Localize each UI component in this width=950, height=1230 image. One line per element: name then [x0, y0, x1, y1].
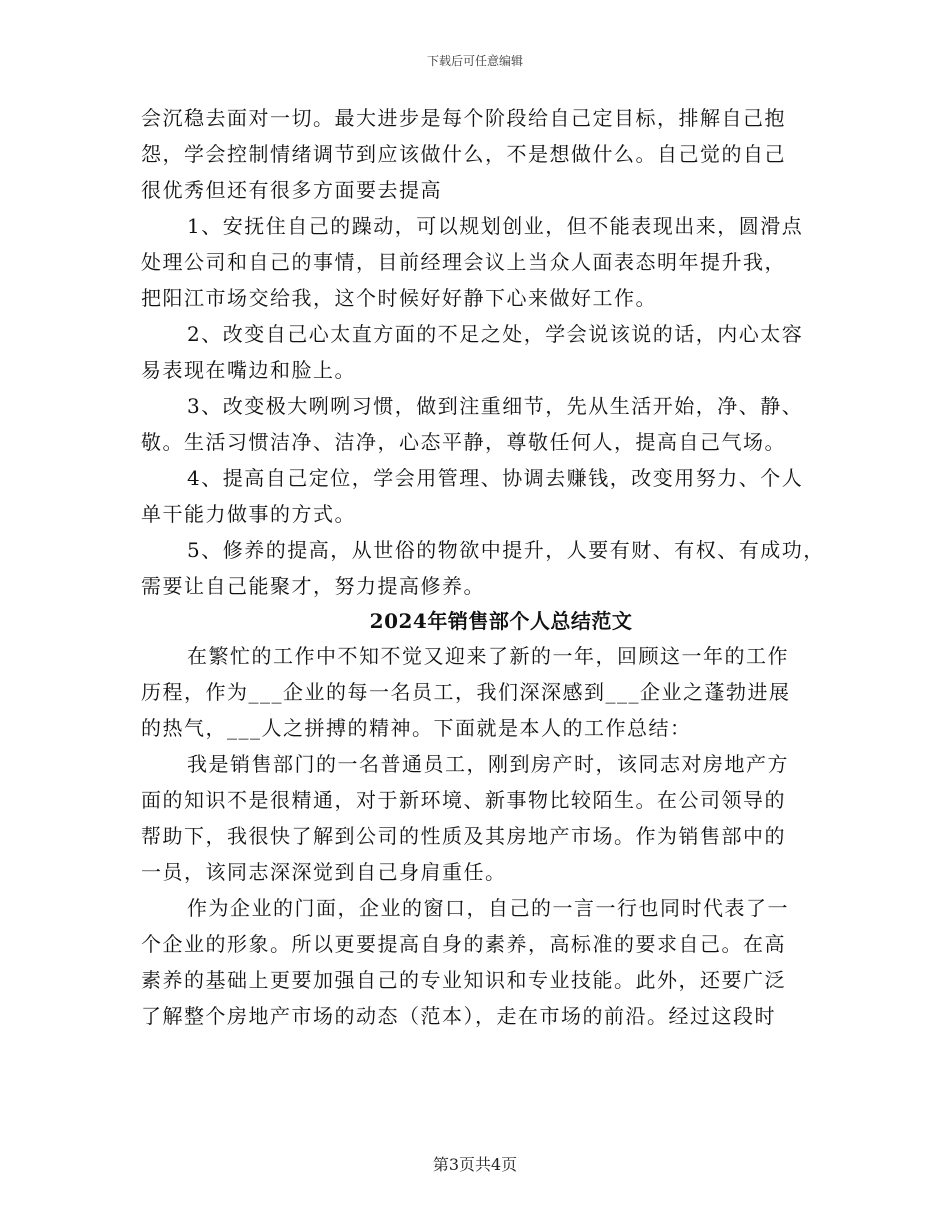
list-item-3: [141, 388, 821, 460]
text-line: 单干能力做事的方式。: [141, 502, 356, 526]
page-header-note: 下载后可任意编辑: [426, 54, 523, 68]
section-paragraph-3: [141, 890, 821, 1034]
text-line: 了解整个房地产市场的动态（范本），走在市场的前沿。经过这段时: [141, 1004, 776, 1028]
text-line: 历程，作为___企业的每一名员工，我们深深感到___企业之蓬勃进展: [141, 680, 791, 704]
text-line: 我是销售部门的一名普通员工，刚到房产时，该同志对房地产方: [187, 752, 789, 776]
text-line: 4、提高自己定位，学会用管理、协调去赚钱，改变用努力、个人: [187, 466, 804, 490]
page-footer-number: 第3页共4页: [432, 1155, 518, 1174]
list-item-2: [141, 316, 821, 388]
text-line: 素养的基础上更要加强自己的专业知识和专业技能。此外，还要广泛: [141, 968, 786, 992]
text-line: 2、改变自己心太直方面的不足之处，学会说该说的话，内心太容: [187, 322, 804, 346]
text-line: 需要让自己能聚才，努力提高修养。: [141, 574, 485, 598]
text-line: 会沉稳去面对一切。最大进步是每个阶段给自己定目标，排解自己抱: [141, 106, 786, 130]
paragraph-continuation: [141, 100, 821, 208]
text-line: 作为企业的门面，企业的窗口，自己的一言一行也同时代表了一: [187, 896, 789, 920]
list-item-4: [141, 460, 821, 532]
text-line: 一员，该同志深深觉到自己身肩重任。: [141, 860, 507, 884]
text-line: 很优秀但还有很多方面要去提高: [141, 178, 442, 202]
text-line: 的热气，___人之拼搏的精神。下面就是本人的工作总结：: [141, 716, 692, 740]
section-paragraph-1: [141, 638, 821, 746]
list-item-5: [141, 532, 825, 604]
section-title: 2024年销售部个人总结范文: [369, 609, 633, 633]
text-line: 易表现在嘴边和脸上。: [141, 358, 356, 382]
text-line: 把阳江市场交给我，这个时候好好静下心来做好工作。: [141, 286, 657, 310]
text-line: 帮助下，我很快了解到公司的性质及其房地产市场。作为销售部中的: [141, 824, 786, 848]
text-line: 1、安抚住自己的躁动，可以规划创业，但不能表现出来，圆滑点: [187, 214, 804, 238]
text-line: 5、修养的提高，从世俗的物欲中提升，人要有财、有权、有成功，: [187, 538, 825, 562]
text-line: 处理公司和自己的事情，目前经理会议上当众人面表态明年提升我，: [141, 250, 786, 274]
text-line: 在繁忙的工作中不知不觉又迎来了新的一年，回顾这一年的工作: [187, 644, 789, 668]
text-line: 敬。生活习惯洁净、洁净，心态平静，尊敬任何人，提高自己气场。: [141, 430, 786, 454]
text-line: 面的知识不是很精通，对于新环境、新事物比较陌生。在公司领导的: [141, 788, 786, 812]
document-body: [141, 100, 825, 1034]
list-item-1: [141, 208, 821, 316]
text-line: 怨，学会控制情绪调节到应该做什么，不是想做什么。自己觉的自己: [141, 142, 786, 166]
text-line: 3、改变极大咧咧习惯，做到注重细节，先从生活开始，净、静、: [187, 394, 804, 418]
section-paragraph-2: [141, 746, 821, 890]
text-line: 个企业的形象。所以更要提高自身的素养，高标准的要求自己。在高: [141, 932, 786, 956]
